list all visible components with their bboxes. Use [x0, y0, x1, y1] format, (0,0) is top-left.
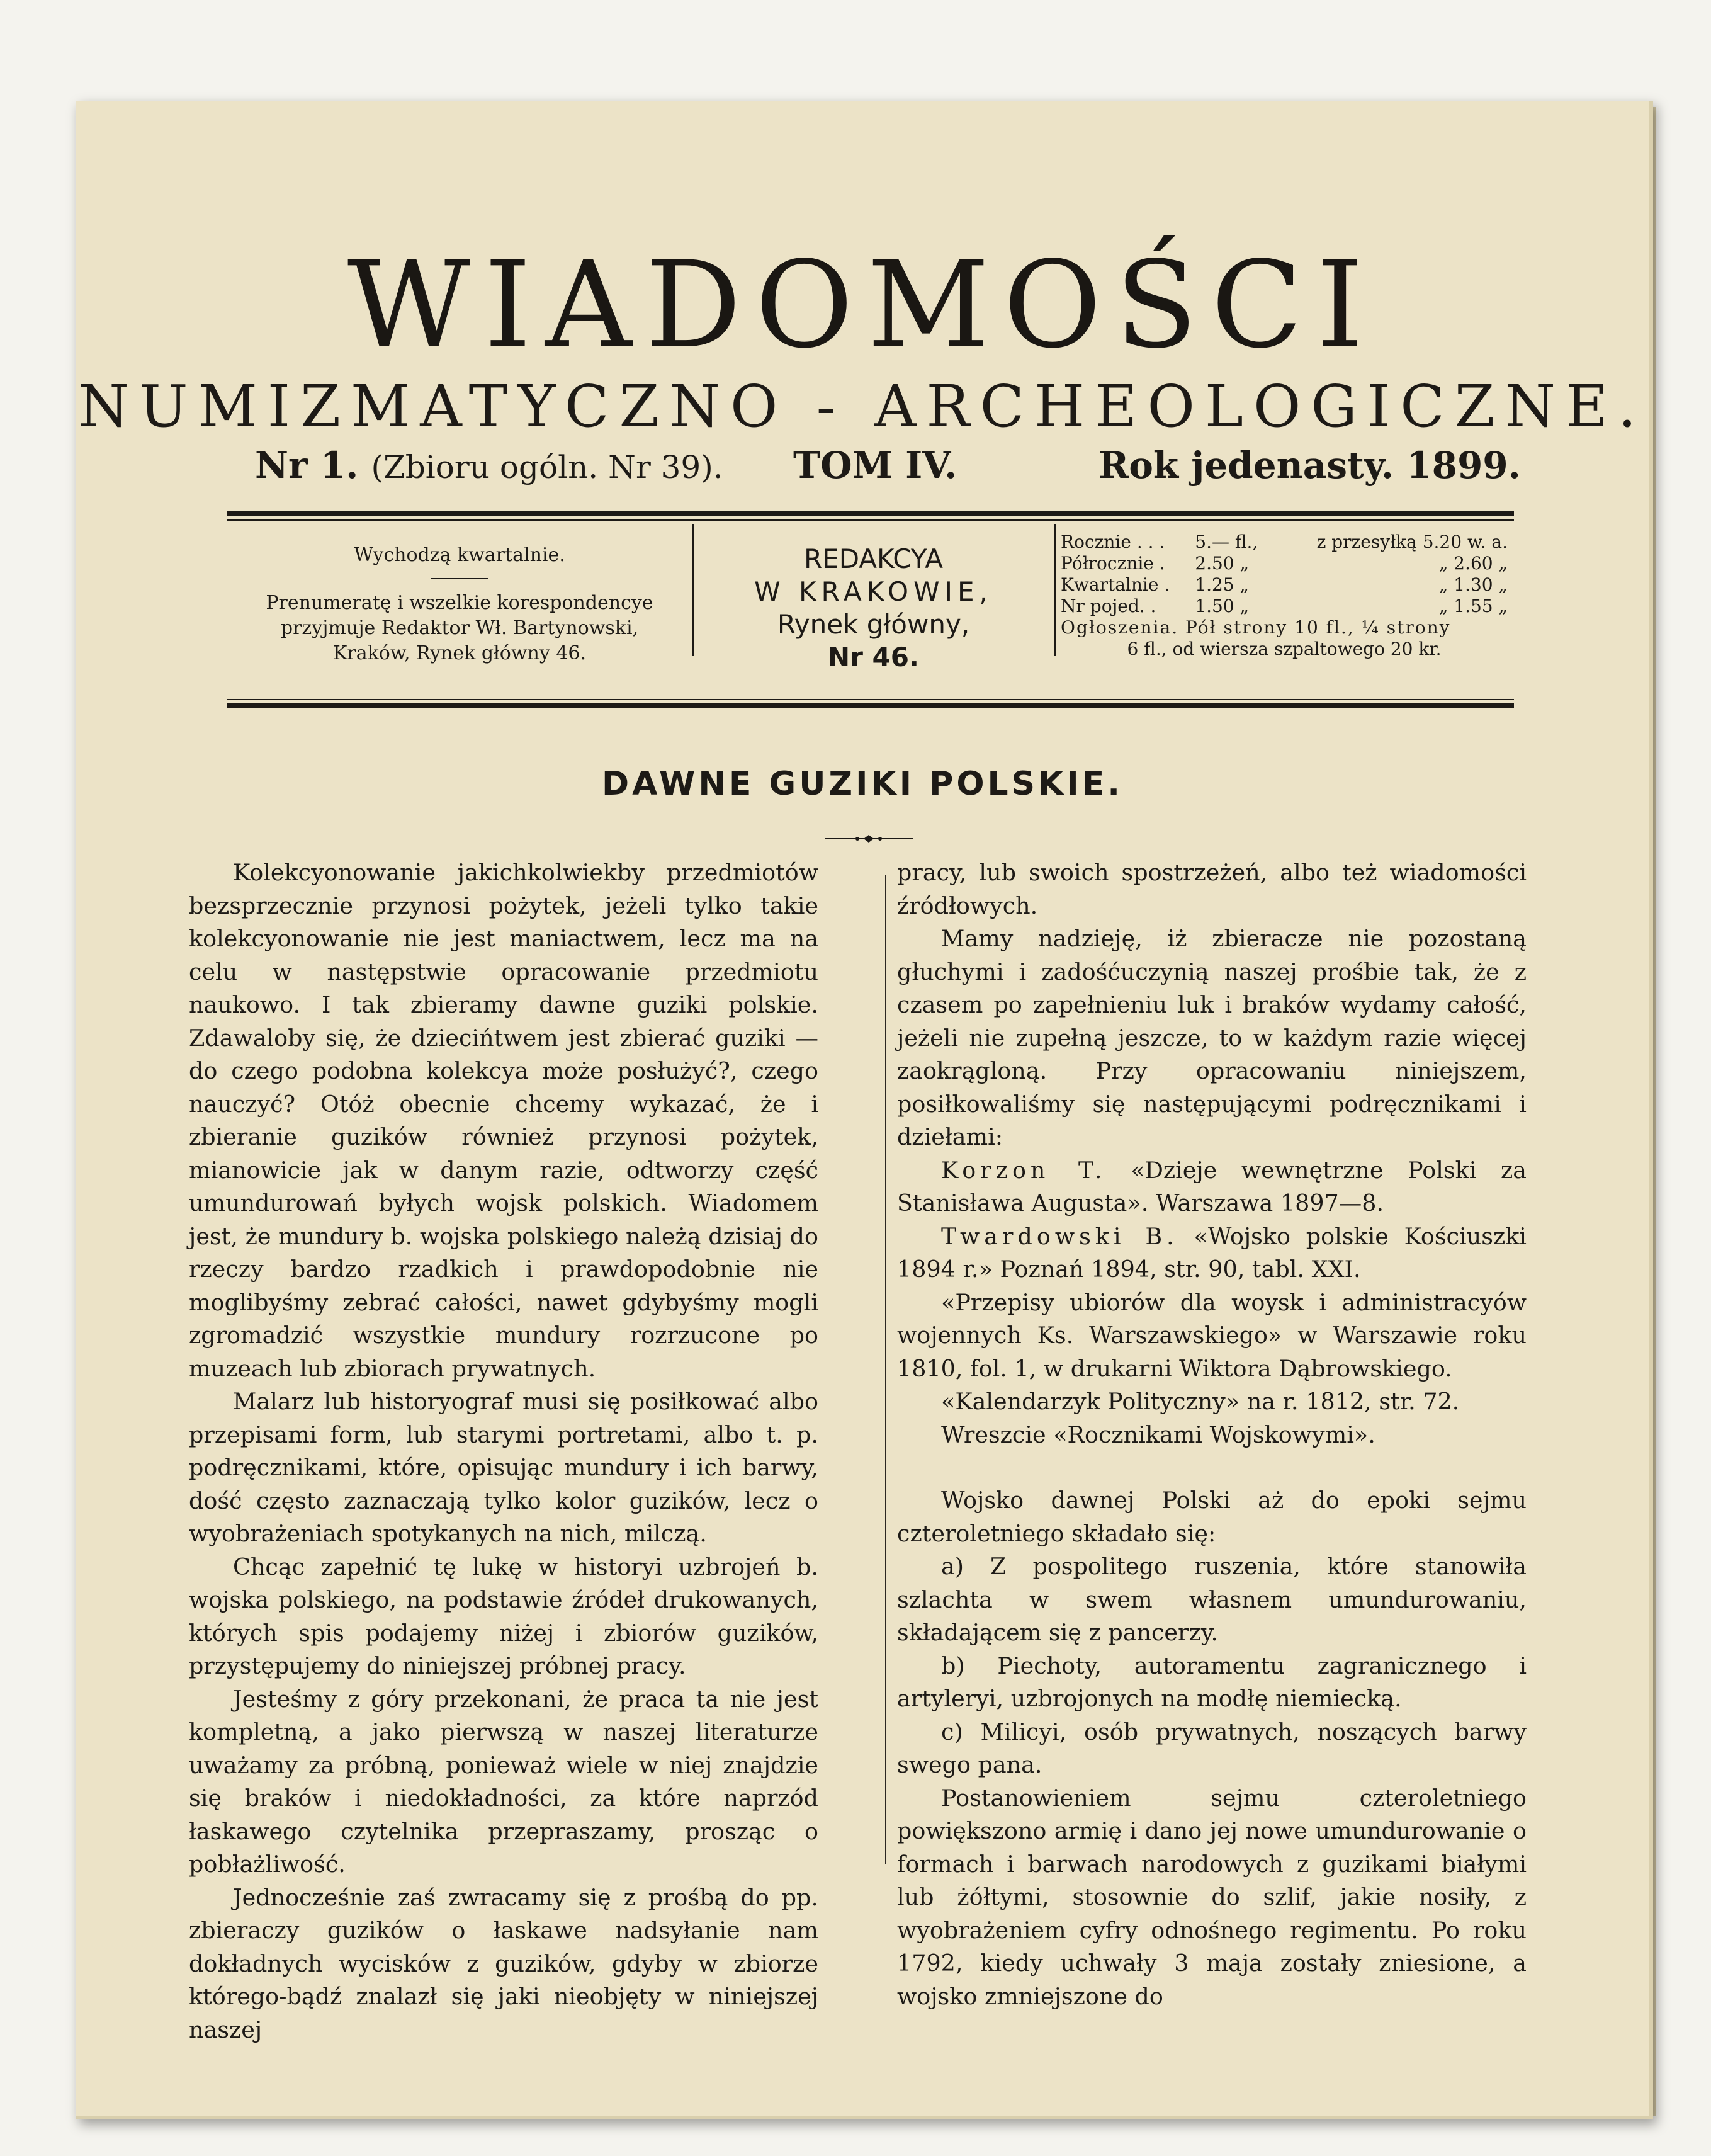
issue-number: Nr 1.: [255, 444, 359, 487]
price-shipping: „ 1.55 „: [1438, 596, 1508, 616]
divider: [431, 578, 488, 579]
reference-author: Twardowski B.: [941, 1222, 1178, 1250]
article-column-right: [897, 856, 1527, 2013]
editorial-line: Rynek główny,: [777, 609, 970, 640]
journal-page: [76, 101, 1653, 2119]
reference-item: [897, 1220, 1527, 1286]
paragraph: Chcąc zapełnić tę lukę w historyi uzbrojeń b. wojska polskiego, na podstawie źródeł drukowanych, których spis podajemy niżej i zbiorów guzików, przystępujemy do niniejszej próbnej pracy.: [189, 1553, 818, 1679]
volume: TOM IV.: [793, 444, 957, 487]
price-shipping: „ 2.60 „: [1438, 553, 1508, 574]
header-rule-bottom: [227, 703, 1514, 708]
list-item: c) Milicyi, osób prywatnych, noszących barwy swego pana.: [897, 1718, 1527, 1778]
subscription-info: [227, 543, 692, 666]
price-table: [1061, 531, 1508, 617]
issue-number-line: [255, 444, 723, 487]
price-list: [1061, 531, 1508, 660]
header-rule-bottom-thin: [227, 699, 1514, 700]
paragraph: Malarz lub historyograf musi się posiłkować albo przepisami form, lub starymi portretami, albo t. p. podręcznikami, które, opisując mundury i ich barwy, dość często zaznaczają tylko kolor guzików, lecz o wyobrażeniach spotykanych na nich, milczą.: [189, 1388, 818, 1547]
editorial-line: REDAKCYA: [803, 543, 943, 574]
paragraph: Kolekcyonowanie jakichkolwiekby przedmiotów bezsprzecznie przynosi pożytek, jeżeli tylko takie kolekcyonowanie nie jest maniactwem, lecz ma na celu w następstwie opracowanie przedmiotu naukowo. I tak zbieramy dawne guziki polskie. Zdawaloby się, że dziecińtwem jest zbierać guziki — do czego podobna kolekcya może posłużyć?, czego nauczyć? Otóż obecnie chcemy wykazać, że i zbieranie guzików również przynosi pożytek, mianowicie jak w danym razie, odtworzy część umundurowań byłych wojsk polskich. Wiadomem jest, że mundury b. wojska polskiego należą dzisiaj do rzeczy bardzo rzadkich i prawdopodobnie nie moglibyśmy zebrać całości, nawet gdybyśmy mogli zgromadzić wszystkie mundury rozrzucone po muzeach lub zbiorach prywatnych.: [189, 859, 818, 1382]
column-divider: [885, 875, 886, 1864]
article-column-left: [189, 856, 818, 2046]
price-period: Półrocznie .: [1061, 553, 1165, 574]
ads-line: 6 fl., od wiersza szpaltowego 20 kr.: [1127, 638, 1442, 659]
subscription-line: przyjmuje Redaktor Wł. Bartynowski,: [280, 617, 639, 639]
price-value: 5.— fl.,: [1195, 531, 1258, 552]
price-period: Kwartalnie .: [1061, 574, 1170, 595]
price-row: [1061, 531, 1508, 553]
price-shipping: z przesyłką 5.20 w. a.: [1316, 531, 1508, 552]
price-value: 2.50 „: [1195, 553, 1249, 574]
reference-item: «Kalendarzyk Polityczny» na r. 1812, str. 72.: [941, 1388, 1460, 1415]
reference-item: Wreszcie «Rocznikami Wojskowymi».: [941, 1421, 1375, 1448]
subscription-line: Kraków, Rynek główny 46.: [332, 642, 587, 664]
price-row: [1061, 574, 1508, 596]
editorial-line: W KRAKOWIE,: [754, 576, 993, 607]
editorial-line: Nr 46.: [828, 642, 919, 672]
subscription-line: Prenumeratę i wszelkie korespondencye: [266, 592, 653, 614]
collection-number: (Zbioru ogóln. Nr 39).: [371, 449, 723, 485]
price-period: Rocznie . . .: [1061, 531, 1165, 552]
reference-text: «Wojsko polskie Kościuszki 1894 r.» Poznań 1894, str. 90, tabl. XXI.: [897, 1222, 1527, 1283]
reference-item: «Przepisy ubiorów dla woysk i administracyów wojennych Ks. Warszawskiego» w Warszawie roku 1810, fol. 1, w drukarni Wiktora Dąbrowskiego.: [897, 1288, 1527, 1382]
column-separator: [1054, 524, 1056, 656]
year: Rok jedenasty. 1899.: [1098, 444, 1521, 487]
ornament-divider: [825, 832, 913, 845]
ads-line: Ogłoszenia. Pół strony 10 fl., ¼ strony: [1061, 617, 1451, 638]
frequency: Wychodzą kwartalnie.: [354, 544, 565, 566]
editorial-address: [699, 543, 1048, 674]
paragraph: pracy, lub swoich spostrzeżeń, albo też wiadomości źródłowych.: [897, 859, 1527, 919]
price-value: 1.25 „: [1195, 574, 1249, 595]
reference-author: Korzon T.: [941, 1156, 1107, 1184]
price-shipping: „ 1.30 „: [1438, 574, 1508, 595]
price-row: [1061, 596, 1508, 617]
column-separator: [692, 524, 694, 656]
masthead-title: WIADOMOŚCI: [347, 235, 1378, 375]
article-title: DAWNE GUZIKI POLSKIE.: [601, 765, 1124, 803]
paragraph: Postanowieniem sejmu czteroletniego powiększono armię i dano jej nowe umundurowanie o formach i barwach narodowych z guzikami białymi lub żółtymi, stosownie do szlif, jakie nosiły, z wyobrażeniem cyfry odnośnego regimentu. Po roku 1792, kiedy uchwały 3 maja zostały zniesione, a wojsko zmniejszone do: [897, 1784, 1527, 2010]
header-rule-top: [227, 511, 1514, 516]
masthead-subtitle: NUMIZMATYCZNO - ARCHEOLOGICZNE.: [78, 373, 1647, 440]
price-row: [1061, 553, 1508, 574]
paragraph: Jednocześnie zaś zwracamy się z prośbą do pp. zbieraczy guzików o łaskawe nadsyłanie nam dokładnych wycisków z guzików, gdyby w zbiorze którego-bądź znalazł się jaki nieobjęty w niniejszej naszej: [189, 1883, 818, 2043]
price-period: Nr pojed. .: [1061, 596, 1156, 616]
header-rule-top-thin: [227, 519, 1514, 521]
paragraph: Wojsko dawnej Polski aż do epoki sejmu czteroletniego składało się:: [897, 1487, 1527, 1547]
info-box: [227, 524, 1514, 672]
reference-item: [897, 1154, 1527, 1220]
list-item: a) Z pospolitego ruszenia, które stanowiła szlachta w swem własnem umundurowaniu, składającem się z pancerzy.: [897, 1553, 1527, 1646]
paragraph: Jesteśmy z góry przekonani, że praca ta nie jest kompletną, a jako pierwszą w naszej literaturze uważamy za próbną, ponieważ wiele w niej znajdzie się braków i niedokładności, za które naprzód łaskawego czytelnika przepraszamy, prosząc o pobłażliwość.: [189, 1685, 818, 1878]
reference-text: «Dzieje wewnętrzne Polski za Stanisława Augusta». Warszawa 1897—8.: [897, 1156, 1527, 1217]
price-value: 1.50 „: [1195, 596, 1249, 616]
paragraph: Mamy nadzieję, iż zbieracze nie pozostaną głuchymi i zadośćuczynią naszej prośbie tak, że z czasem po zapełnieniu luk i braków wydamy całość, jeżeli nie zupełną jeszcze, to w każdym razie więcej zaokrągloną. Przy opracowaniu niniejszem, posiłkowaliśmy się następującymi podręcznikami i dziełami:: [897, 925, 1527, 1150]
list-item: b) Piechoty, autoramentu zagranicznego i artyleryi, uzbrojonych na modłę niemiecką.: [897, 1652, 1527, 1712]
